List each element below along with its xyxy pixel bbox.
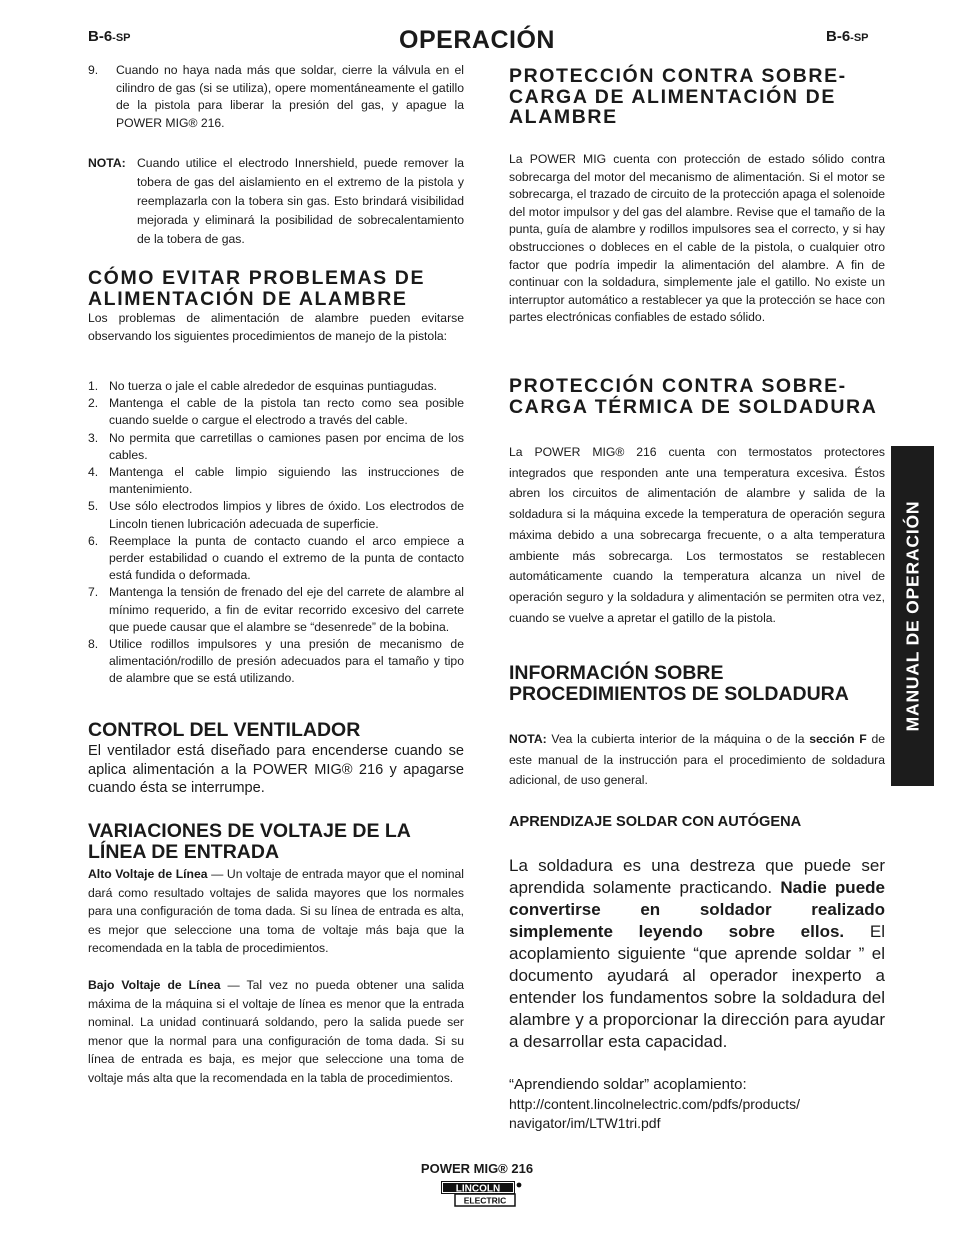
procedures-heading: INFORMACIÓN SOBRE PROCEDIMIENTOS DE SOLDADURA	[509, 662, 849, 705]
feed-list	[88, 378, 464, 688]
section-tab: MANUAL DE OPERACIÓN	[891, 446, 934, 786]
high-voltage-paragraph: Alto Voltaje de Línea — Un voltaje de entrada mayor que el nominal dará como resultado voltajes de salida mayores que los normales para una configuración de toma dada. Si su línea de entrada es alta, es mejor que seleccione una toma de voltaje más baja que la recomendada en la tabla de procedimientos.	[88, 867, 464, 955]
learn-heading: APRENDIZAJE SOLDAR CON AUTÓGENA	[509, 814, 802, 830]
page-title: OPERACIÓN	[399, 26, 555, 54]
list-item: 2. Mantenga el cable de la pistola tan recto como sea posible cuando suelde o cargue el electrodo a través del cable.	[88, 396, 464, 428]
nota-innershield: NOTA: Cuando utilice el electrodo Innershield, puede remover la tobera de gas del aislamiento en el extremo de la pistola y reemplazarla con la tobera sin gas. Esto brindará visibilidad mejorada y eliminará la posibilidad de sobrecalentamiento de la tobera de gas.	[88, 156, 464, 246]
fan-heading: CONTROL DEL VENTILADOR	[88, 719, 361, 741]
svg-text:ELECTRIC: ELECTRIC	[463, 1195, 507, 1206]
learn-text: La soldadura es una destreza que puede ser aprendida solamente practicando. Nadie puede convertirse en soldador realizado simplemente leyendo sobre ellos. El acoplamiento siguiente “que aprende soldar ” el documento ayudará al operador inexperto a entender los fundamentos sobre la soldadura del alambre y a proporcionar la dirección para ayudar a desarrollar esta capacidad.	[509, 856, 885, 1051]
page-number-right: B-6-SP	[826, 28, 869, 45]
feed-intro: Los problemas de alimentación de alambre pueden evitarse observando los siguientes procedimientos de manejo de la pistola:	[88, 311, 464, 343]
voltage-heading: VARIACIONES DE VOLTAJE DE LA LÍNEA DE ENTRADA	[88, 820, 411, 863]
svg-text:LINCOLN: LINCOLN	[455, 1183, 501, 1195]
link-url[interactable]: http://content.lincolnelectric.com/pdfs/products/ navigator/im/LTW1tri.pdf	[509, 1096, 801, 1131]
list-item: 7. Mantenga la tensión de frenado del eje del carrete de alambre al mínimo requerido, a fin de evitar recorrido excesivo del carrete que puede causar que el alambre se “desenrede” de la bobina.	[88, 585, 464, 634]
link-label: “Aprendiendo soldar” acoplamiento:	[509, 1076, 747, 1093]
list-item: 6. Reemplace la punta de contacto cuando el arco empiece a perder estabilidad o cuando el extremo de la punta de contacto está fundida o deformada.	[88, 533, 464, 583]
fan-text: El ventilador está diseñado para encenderse cuando se aplica alimentación a la POWER MIG® 216 y apagarse cuando ésta se interrumpe.	[88, 743, 464, 796]
thermal-heading: PROTECCIÓN CONTRA SOBRE-CARGA TÉRMICA DE SOLDADURA	[509, 375, 878, 418]
overload-heading: PROTECCIÓN CONTRA SOBRE-CARGA DE ALIMENTACIÓN DE ALAMBRE	[509, 65, 847, 128]
page-number-left: B-6-SP	[88, 28, 131, 45]
thermal-text: La POWER MIG® 216 cuenta con termostatos protectores integrados que responden ante una temperatura excesiva. Éstos abren los circuitos de alimentación de alambre y salida de la soldadura si la máquina excede la temperatura de operación segura máxima debido a una sobrecarga frecuente, o a alta temperatura ambiente más sobrecarga. Los termostatos se restablecen automáticamente cuando la temperatura alcanza un nivel de operación seguro y la soldadura y alimentación se permiten otra vez, cuando se vuelve a apretar el gatillo de la pistola.	[509, 445, 885, 625]
lincoln-electric-logo	[441, 1181, 523, 1207]
feed-heading: CÓMO EVITAR PROBLEMAS DE ALIMENTACIÓN DE ALAMBRE	[88, 267, 426, 310]
overload-text: La POWER MIG cuenta con protección de estado sólido contra sobrecarga del motor del mecanismo de alimentación. Si el motor se sobrecarga, el trazado de circuito de la protección apaga el solenoide del motor impulsor y del gas del alambre. Revise que el tamaño de la punta, guía de alambre y rodillos impulsores sea el correcto, y si hay obstrucciones o dobleces en el cable de la pistola, o cualquier otro factor que podría impedir la alimentación del alambre. A fin de continuar con la soldadura, simplemente jale el gatillo. No existe un interruptor automático a restablecer ya que la protección se hace con partes electrónicas confiables de estado sólido.	[509, 152, 885, 325]
list-item: 3. No permita que carretillas o camiones pasen por encima de los cables.	[88, 430, 464, 462]
list-item: 1. No tuerza o jale el cable alrededor de esquinas puntiagudas.	[88, 379, 437, 393]
step-9: 9. Cuando no haya nada más que soldar, cierre la válvula en el cilindro de gas (si se utiliza), opere momentáneamente el gatillo de la pistola para liberar la presión del gas, y apague la POWER MIG® 216.	[88, 63, 464, 130]
list-item: 5. Use sólo electrodos limpios y libres de óxido. Los electrodos de Lincoln tienen lubricación adecuada de superficie.	[88, 499, 464, 531]
procedures-nota: NOTA: Vea la cubierta interior de la máquina o de la sección F de este manual de la instrucción para el procedimiento de soldadura adicional, de uso general.	[509, 732, 885, 787]
list-item: 4. Mantenga el cable limpio siguiendo las instrucciones de mantenimiento.	[88, 465, 464, 497]
low-voltage-paragraph: Bajo Voltaje de Línea — Tal vez no pueda obtener una salida máxima de la máquina si el voltaje de línea es menor que la entrada nominal. La unidad continuará soldando, pero la salida puede ser menor que la normal para una configuración de toma dada. Si su línea de entrada es baja, es mejor que seleccione una toma de voltaje más alta que la recomendada en la tabla de procedimientos.	[88, 978, 464, 1085]
list-item: 8. Utilice rodillos impulsores y una presión de mecanismo de alimentación/rodillo de presión adecuados para el tamaño y tipo de alambre que se está utilizando.	[88, 637, 464, 686]
footer-model: POWER MIG® 216	[420, 1161, 534, 1176]
